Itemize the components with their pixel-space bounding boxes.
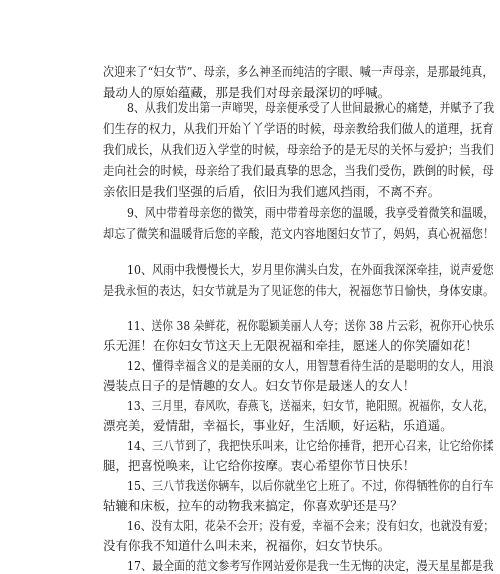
text-line: 最动人的原始蕴藏，那是我们对母亲最深切的呼喊。 (103, 85, 391, 100)
text-line: 11、送你 38 朵鲜花，祝你聪颖美丽人人夸；送你 38 片云彩，祝你开心快乐 (127, 318, 495, 333)
text-line: 次迎来了“妇女节”、母亲，多么神圣而纯洁的字眼、喊一声母亲，是那最纯真， (103, 64, 494, 79)
text-line: 10、风雨中我慢慢长大，岁月里你满头白发，在外面我深深牵挂，说声爱您 (127, 262, 494, 277)
text-line: 轱辘和床板，拉车的动物我来搞定，你喜欢驴还是马？ (103, 498, 403, 513)
text-line: 15、三八节我送你辆车，以后你就坐它上班了。不过，你得牺牲你的自行车 (127, 478, 494, 493)
text-line: 是我永恒的表达，妇女节就是为了见证您的伟大，祝福您节日愉快，身体安康。 (103, 283, 495, 298)
text-line: 12、懂得幸福含义的是美丽的女人，用智慧看待生活的是聪明的女人，用浪 (127, 358, 494, 373)
text-line: 漂亮美，爱情甜，幸福长，事业好，生活顺，好运粘，乐逍遥。 (103, 418, 453, 433)
text-line: 走向社会的时候，母亲给了我们最真挚的思念，当我们受伤，跌倒的时候，母 (103, 163, 494, 178)
text-line: 13、三月里，春风吹，春燕飞，送福来，妇女节，艳阳照。祝福你，女人花， (127, 398, 495, 413)
text-line: 8、从我们发出第一声啼哭，母亲便承受了人世间最揪心的痛楚，并赋予了我 (127, 100, 495, 115)
text-line: 17、最全面的范文参考写作网站爱你是我一生无悔的决定，漫天星星都是我 (127, 558, 494, 573)
text-line: 们生存的权力，从我们开始丫丫学语的时候，母亲教给我们做人的道理，抚育 (103, 121, 494, 136)
text-line: 漫装点日子的是情趣的女人。妇女节你是最迷人的女人！ (103, 378, 416, 393)
text-line: 却忘了微笑和温暖背后您的辛酸，范文内容地图妇女节了，妈妈，真心祝福您！ (103, 226, 495, 241)
text-line: 腿，把喜悦唤来，让它给你按摩。衷心希望你节日快乐！ (103, 458, 416, 473)
text-line: 14、三八节到了，我把快乐叫来，让它给你捶背，把开心召来，让它给你揉 (127, 438, 494, 453)
text-line: 16、没有太阳，花朵不会开；没有爱，幸福不会来；没有妇女，也就没有爱； (127, 518, 495, 533)
text-line: 我们成长，从我们迈入学堂的时候，母亲给予的是无尽的关怀与爱护；当我们 (103, 142, 494, 157)
text-line: 亲依旧是我们坚强的后盾，依旧为我们遮风挡雨，不离不弃。 (103, 184, 441, 199)
text-line: 9、风中带着母亲您的微笑，雨中带着母亲您的温暖，我享受着微笑和温暖， (127, 205, 495, 220)
text-line: 乐无涯！在你妇女节这天上无限祝福和牵挂，愿迷人的你笑靥如花！ (103, 338, 478, 353)
text-line: 没有你我不知道什么叫未来，祝福你，妇女节快乐。 (103, 538, 391, 553)
